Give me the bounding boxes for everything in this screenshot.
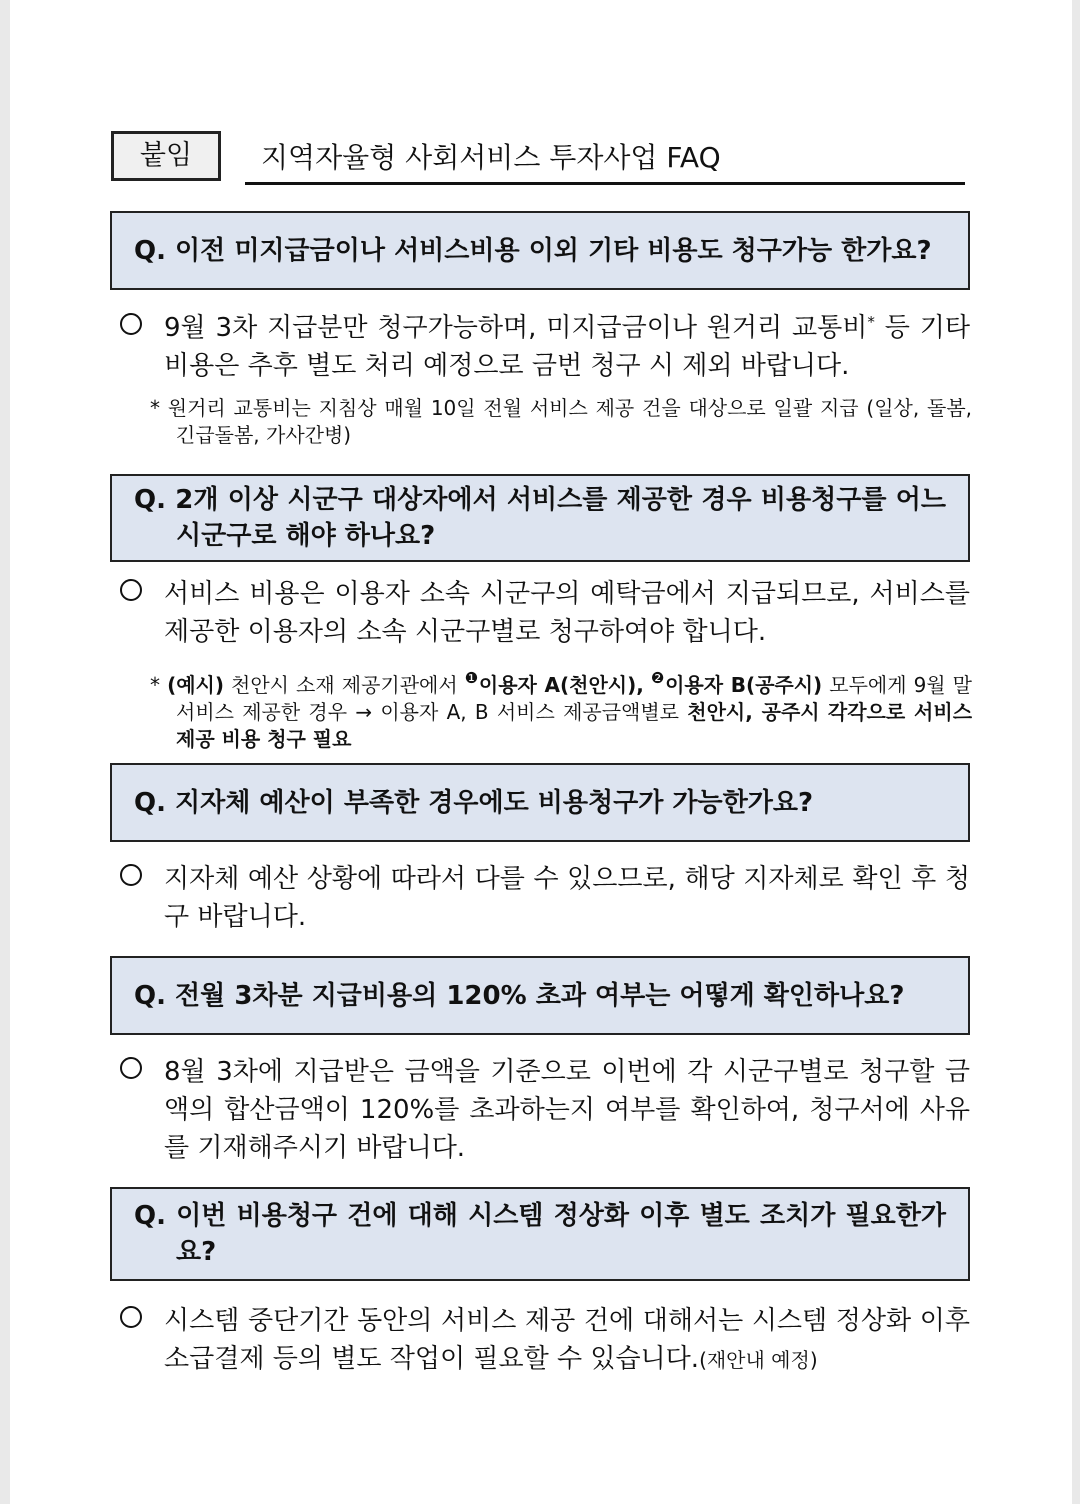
circle-bullet-icon	[120, 864, 142, 886]
question-text: Q. 지자체 예산이 부족한 경우에도 비용청구가 가능한가요?	[134, 787, 814, 818]
question-text: Q. 이전 미지급금이나 서비스비용 이외 기타 비용도 청구가능 한가요?	[134, 235, 932, 266]
faq-answer-5	[120, 1302, 970, 1379]
note-example-label: (예시)	[167, 673, 224, 697]
faq-answer-3	[120, 860, 970, 936]
faq-question-5	[110, 1187, 970, 1281]
faq-question-4	[110, 956, 970, 1035]
note-user-b: 이용자 B(공주시)	[665, 673, 823, 697]
faq-note-1: * 원거리 교통비는 지침상 매월 10일 전월 서비스 제공 건을 대상으로 일괄 지급 (일상, 돌봄, 긴급돌봄, 가사간병)	[150, 396, 972, 447]
number-one-icon: ❶	[464, 669, 479, 687]
faq-note-2	[150, 665, 972, 753]
document-title: 지역자율형 사회서비스 투자사업 FAQ	[245, 138, 965, 185]
note-user-a: 이용자 A(천안시),	[478, 673, 644, 697]
answer-text: 8월 3차에 지급받은 금액을 기준으로 이번에 각 시군구별로 청구할 금액의 합산금액이 120%를 초과하는지 여부를 확인하여, 청구서에 사유를 기재해주시기 바랍니다.	[164, 1057, 970, 1163]
question-text: Q. 전월 3차분 지급비용의 120% 초과 여부는 어떻게 확인하나요?	[134, 980, 905, 1011]
answer-text: 지자체 예산 상황에 따라서 다를 수 있으므로, 해당 지자체로 확인 후 청구 바랍니다.	[164, 864, 970, 932]
circle-bullet-icon	[120, 313, 142, 335]
answer-text-cont: 등 기타비용은 추후 별도 처리 예정으로 금번 청구 시 제외 바랍니다.	[164, 313, 970, 381]
circle-bullet-icon	[120, 579, 142, 601]
question-text: Q. 2개 이상 시군구 대상자에서 서비스를 제공한 경우 비용청구를 어느 시군구로 해야 하나요?	[134, 485, 946, 551]
faq-question-2	[110, 474, 970, 562]
faq-answer-1	[120, 303, 970, 385]
answer-remark: (재안내 예정)	[699, 1348, 818, 1372]
note-star: *	[150, 673, 168, 697]
circle-bullet-icon	[120, 1306, 142, 1328]
faq-answer-4	[120, 1053, 970, 1167]
answer-text: 서비스 비용은 이용자 소속 시군구의 예탁금에서 지급되므로, 서비스를 제공한 이용자의 소속 시군구별로 청구하여야 합니다.	[164, 579, 970, 647]
faq-answer-2	[120, 575, 970, 651]
faq-question-1	[110, 211, 970, 290]
answer-text: 시스템 중단기간 동안의 서비스 제공 건에 대해서는 시스템 정상화 이후 소급결제 등의 별도 작업이 필요할 수 있습니다.	[164, 1306, 970, 1374]
note-text-bold: 각각으로 서비스 제공 비용 청구 필요	[176, 700, 973, 751]
attachment-tag: 붙임	[111, 131, 221, 181]
number-two-icon: ❷	[650, 669, 666, 687]
question-text: Q. 이번 비용청구 건에 대해 시스템 정상화 이후 별도 조치가 필요한가요?	[134, 1201, 946, 1267]
footnote-mark: *	[867, 313, 875, 331]
answer-text: 9월 3차 지급분만 청구가능하며, 미지급금이나 원거리 교통비	[164, 313, 868, 343]
note-cities: 천안시, 공주시	[687, 700, 820, 724]
note-text: 천안시 소재 제공기관에서	[223, 673, 465, 697]
faq-question-3	[110, 763, 970, 842]
note-text: 모두에게 9월 말 서비스 제공한 경우 → 이용자 A, B 서비스 제공금액별로	[176, 673, 973, 724]
circle-bullet-icon	[120, 1057, 142, 1079]
